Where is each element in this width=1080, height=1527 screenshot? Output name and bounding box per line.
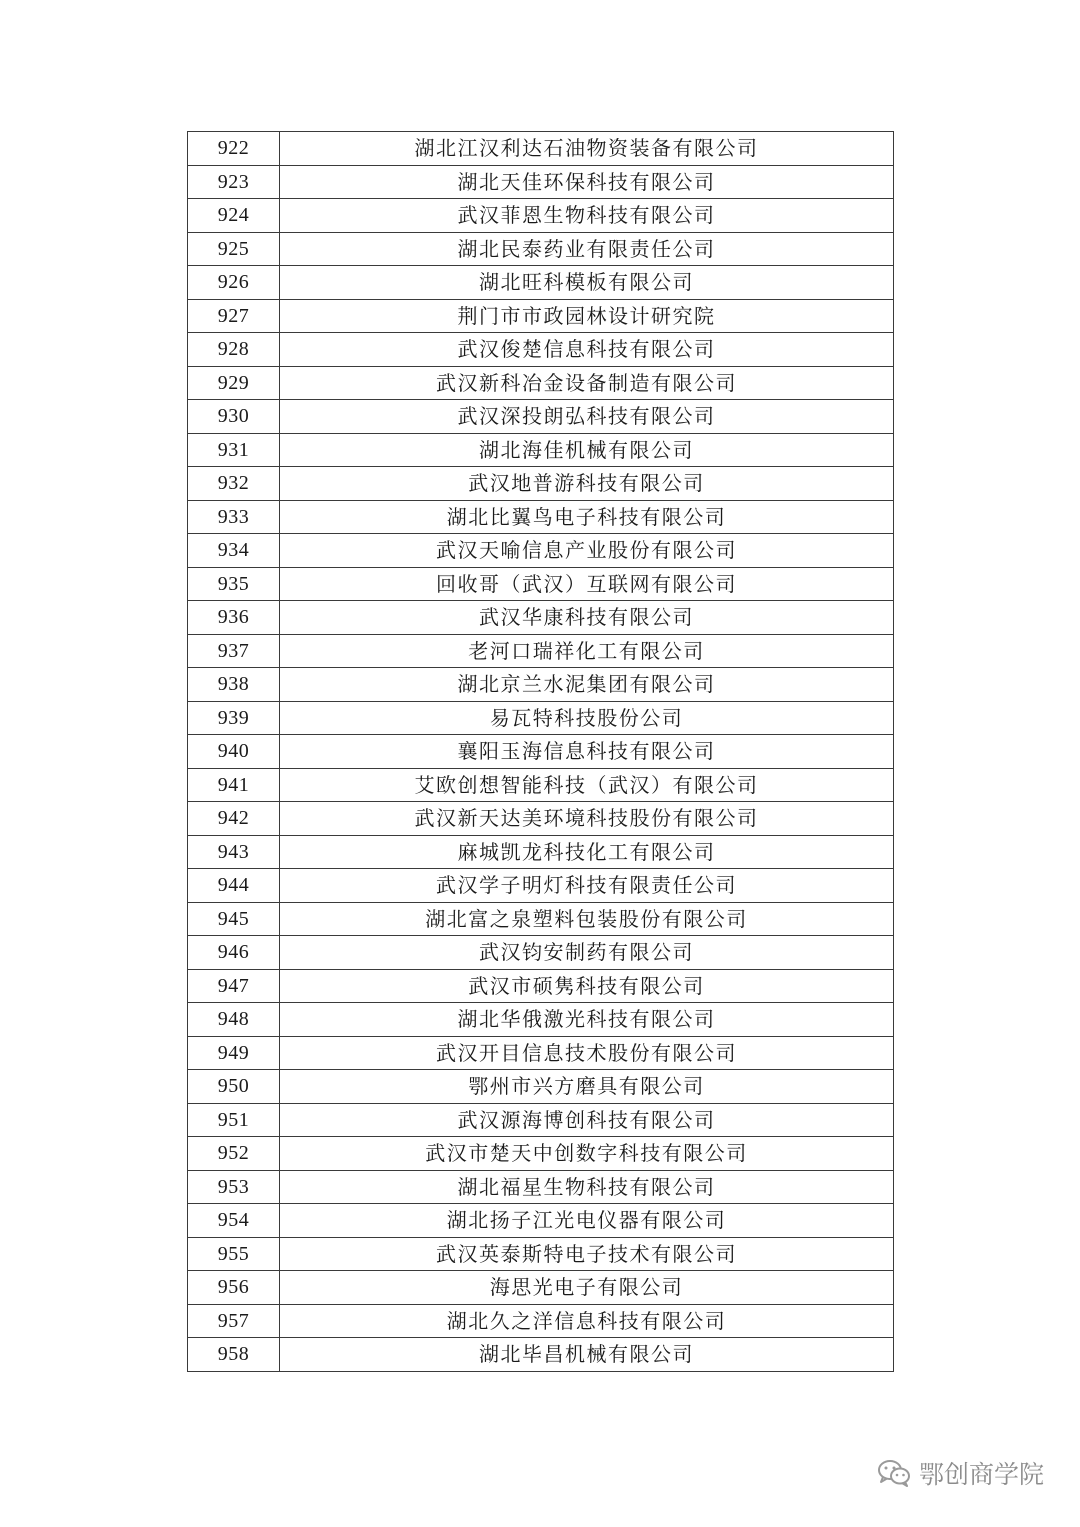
- row-number: 943: [188, 835, 280, 869]
- table-row: [188, 433, 894, 467]
- company-name: 武汉天喻信息产业股份有限公司: [280, 534, 894, 568]
- table-row: [188, 1338, 894, 1372]
- row-number: 951: [188, 1103, 280, 1137]
- table-row: [188, 1036, 894, 1070]
- table-row: [188, 1204, 894, 1238]
- table-row: [188, 333, 894, 367]
- row-number: 938: [188, 668, 280, 702]
- company-name: 湖北华俄激光科技有限公司: [280, 1003, 894, 1037]
- row-number: 929: [188, 366, 280, 400]
- table-row: [188, 500, 894, 534]
- company-name: 湖北江汉利达石油物资装备有限公司: [280, 132, 894, 166]
- watermark-text: 鄂创商学院: [918, 1460, 1044, 1489]
- table-row: [188, 366, 894, 400]
- row-number: 933: [188, 500, 280, 534]
- company-name: 武汉地普游科技有限公司: [280, 467, 894, 501]
- company-table: [187, 131, 894, 1372]
- company-name: 湖北比翼鸟电子科技有限公司: [280, 500, 894, 534]
- wechat-icon: [877, 1459, 911, 1487]
- row-number: 927: [188, 299, 280, 333]
- row-number: 945: [188, 902, 280, 936]
- company-name: 老河口瑞祥化工有限公司: [280, 634, 894, 668]
- company-name: 武汉新天达美环境科技股份有限公司: [280, 802, 894, 836]
- table-row: [188, 902, 894, 936]
- company-name: 湖北毕昌机械有限公司: [280, 1338, 894, 1372]
- table-row: [188, 165, 894, 199]
- row-number: 937: [188, 634, 280, 668]
- table-row: [188, 701, 894, 735]
- row-number: 954: [188, 1204, 280, 1238]
- row-number: 957: [188, 1304, 280, 1338]
- company-name: 武汉英泰斯特电子技术有限公司: [280, 1237, 894, 1271]
- watermark: [877, 1455, 1044, 1491]
- table-row: [188, 969, 894, 1003]
- row-number: 949: [188, 1036, 280, 1070]
- company-name: 湖北扬子江光电仪器有限公司: [280, 1204, 894, 1238]
- row-number: 922: [188, 132, 280, 166]
- table-row: [188, 299, 894, 333]
- table-row: [188, 1237, 894, 1271]
- company-name: 武汉菲恩生物科技有限公司: [280, 199, 894, 233]
- row-number: 930: [188, 400, 280, 434]
- company-name: 湖北民泰药业有限责任公司: [280, 232, 894, 266]
- company-name: 武汉钧安制药有限公司: [280, 936, 894, 970]
- table-row: [188, 936, 894, 970]
- row-number: 926: [188, 266, 280, 300]
- company-name: 武汉开目信息技术股份有限公司: [280, 1036, 894, 1070]
- table-row: [188, 266, 894, 300]
- table-row: [188, 668, 894, 702]
- row-number: 955: [188, 1237, 280, 1271]
- table-row: [188, 199, 894, 233]
- row-number: 941: [188, 768, 280, 802]
- row-number: 950: [188, 1070, 280, 1104]
- row-number: 924: [188, 199, 280, 233]
- table-row: [188, 567, 894, 601]
- table-row: [188, 835, 894, 869]
- table-row: [188, 232, 894, 266]
- table-row: [188, 132, 894, 166]
- row-number: 925: [188, 232, 280, 266]
- table-row: [188, 1304, 894, 1338]
- company-name: 武汉华康科技有限公司: [280, 601, 894, 635]
- row-number: 942: [188, 802, 280, 836]
- row-number: 934: [188, 534, 280, 568]
- row-number: 939: [188, 701, 280, 735]
- row-number: 923: [188, 165, 280, 199]
- company-name: 武汉新科冶金设备制造有限公司: [280, 366, 894, 400]
- table-row: [188, 869, 894, 903]
- row-number: 928: [188, 333, 280, 367]
- table-row: [188, 400, 894, 434]
- table-row: [188, 534, 894, 568]
- company-name: 武汉俊楚信息科技有限公司: [280, 333, 894, 367]
- row-number: 953: [188, 1170, 280, 1204]
- row-number: 946: [188, 936, 280, 970]
- table-row: [188, 768, 894, 802]
- company-name: 易瓦特科技股份公司: [280, 701, 894, 735]
- company-table-body: [188, 132, 894, 1372]
- row-number: 932: [188, 467, 280, 501]
- company-name: 湖北旺科模板有限公司: [280, 266, 894, 300]
- table-row: [188, 1271, 894, 1305]
- company-name: 荆门市市政园林设计研究院: [280, 299, 894, 333]
- row-number: 948: [188, 1003, 280, 1037]
- company-name: 武汉学子明灯科技有限责任公司: [280, 869, 894, 903]
- row-number: 940: [188, 735, 280, 769]
- company-name: 武汉市硕隽科技有限公司: [280, 969, 894, 1003]
- table-row: [188, 735, 894, 769]
- company-name: 武汉深投朗弘科技有限公司: [280, 400, 894, 434]
- company-name: 湖北天佳环保科技有限公司: [280, 165, 894, 199]
- company-name: 武汉源海博创科技有限公司: [280, 1103, 894, 1137]
- table-row: [188, 1137, 894, 1171]
- row-number: 952: [188, 1137, 280, 1171]
- company-name: 湖北京兰水泥集团有限公司: [280, 668, 894, 702]
- company-name: 海思光电子有限公司: [280, 1271, 894, 1305]
- row-number: 958: [188, 1338, 280, 1372]
- table-row: [188, 1070, 894, 1104]
- row-number: 935: [188, 567, 280, 601]
- table-row: [188, 802, 894, 836]
- row-number: 947: [188, 969, 280, 1003]
- table-row: [188, 1003, 894, 1037]
- company-name: 武汉市楚天中创数字科技有限公司: [280, 1137, 894, 1171]
- table-row: [188, 1170, 894, 1204]
- company-name: 湖北富之泉塑料包装股份有限公司: [280, 902, 894, 936]
- company-name: 回收哥（武汉）互联网有限公司: [280, 567, 894, 601]
- table-row: [188, 1103, 894, 1137]
- company-name: 艾欧创想智能科技（武汉）有限公司: [280, 768, 894, 802]
- company-name: 麻城凯龙科技化工有限公司: [280, 835, 894, 869]
- row-number: 931: [188, 433, 280, 467]
- company-name: 湖北久之洋信息科技有限公司: [280, 1304, 894, 1338]
- table-row: [188, 634, 894, 668]
- row-number: 936: [188, 601, 280, 635]
- row-number: 944: [188, 869, 280, 903]
- table-row: [188, 467, 894, 501]
- company-name: 湖北福星生物科技有限公司: [280, 1170, 894, 1204]
- table-row: [188, 601, 894, 635]
- company-name: 鄂州市兴方磨具有限公司: [280, 1070, 894, 1104]
- company-name: 襄阳玉海信息科技有限公司: [280, 735, 894, 769]
- row-number: 956: [188, 1271, 280, 1305]
- company-name: 湖北海佳机械有限公司: [280, 433, 894, 467]
